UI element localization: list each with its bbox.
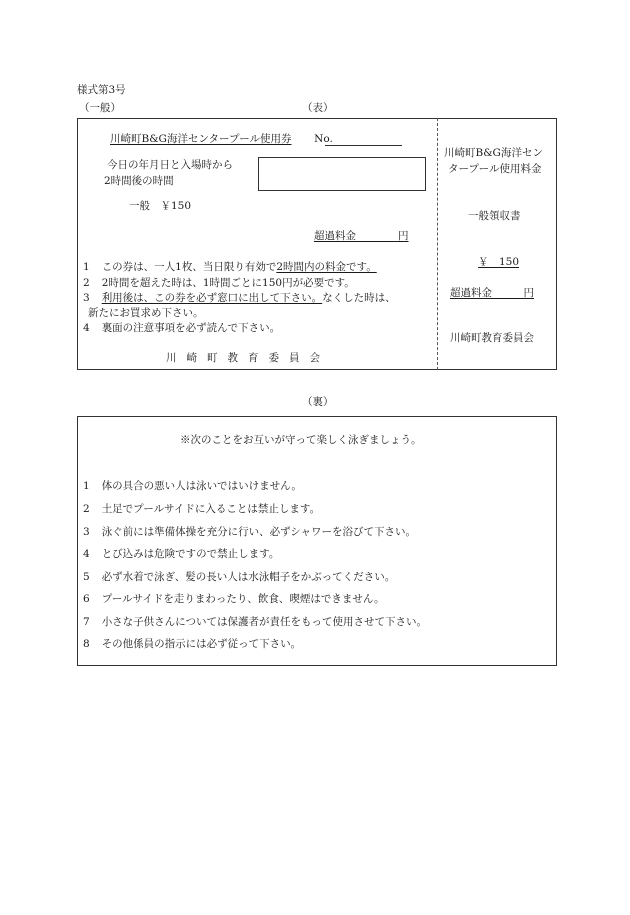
rule-6: 6 プールサイドを走りまわったり、飲食、喫煙はできません。	[83, 593, 385, 605]
excess-fee-field: 超過料金 円	[314, 230, 409, 242]
ticket-issuer: 川崎町教育委員会	[166, 352, 330, 364]
ticket-title-text: 川崎町B&G海洋センタープール使用券	[110, 133, 292, 145]
time-label-line1: 今日の年月日と入場時から	[107, 159, 233, 171]
rule-3: 3 泳ぐ前には準備体操を充分に行い、必ずシャワーを浴びて下さい。	[83, 526, 417, 538]
price-line: 一般 ￥150	[129, 200, 192, 212]
note-4: 4 裏面の注意事項を必ず読んで下さい。	[83, 322, 281, 334]
perforation-line	[437, 118, 438, 370]
time-entry-box[interactable]	[258, 157, 426, 191]
category-label: （一般）	[79, 102, 121, 114]
front-side-label: （表）	[302, 102, 334, 114]
rule-8: 8 その他係員の指示には必ず従って下さい。	[83, 638, 302, 650]
ticket-title	[110, 131, 333, 146]
stub-title-line2: タープール使用料金	[448, 163, 542, 175]
time-label-line2: 2時間後の時間	[104, 175, 174, 187]
note-3-continued: 新たにお買求め下さい。	[88, 307, 204, 319]
stub-issuer: 川崎町教育委員会	[450, 332, 534, 344]
stub-receipt-label: 一般領収書	[468, 210, 521, 222]
stub-excess-fee: 超過料金 円	[450, 287, 534, 299]
back-heading: ※次のことをお互いが守って楽しく泳ぎましょう。	[180, 434, 422, 446]
form-number: 様式第3号	[77, 84, 126, 96]
rule-1: 1 体の具合の悪い人は泳いではいけません。	[83, 480, 302, 492]
note-3: 3 利用後は、この券を必ず窓口に出して下さい。なくした時は、	[83, 292, 396, 304]
stub-price: ￥ 150	[478, 256, 520, 268]
note-2: 2 2時間を超えた時は、1時間ごとに150円が必要です。	[83, 277, 355, 289]
back-side-label: （裏）	[302, 396, 334, 408]
ticket-number-label: No.	[314, 133, 333, 145]
ticket-title-underline	[325, 145, 402, 146]
rule-5: 5 必ず水着で泳ぎ、髪の長い人は水泳帽子をかぶってください。	[83, 571, 396, 583]
stub-title-line1: 川崎町B&G海洋セン	[444, 147, 543, 159]
rule-7: 7 小さな子供さんについては保護者が責任をもって使用させて下さい。	[83, 616, 427, 628]
rule-4: 4 とび込みは危険ですので禁止します。	[83, 548, 280, 560]
rule-2: 2 土足でプールサイドに入ることは禁止します。	[83, 503, 321, 515]
note-1: 1 この券は、一人1枚、当日限り有効で2時間内の料金です。	[83, 261, 377, 273]
